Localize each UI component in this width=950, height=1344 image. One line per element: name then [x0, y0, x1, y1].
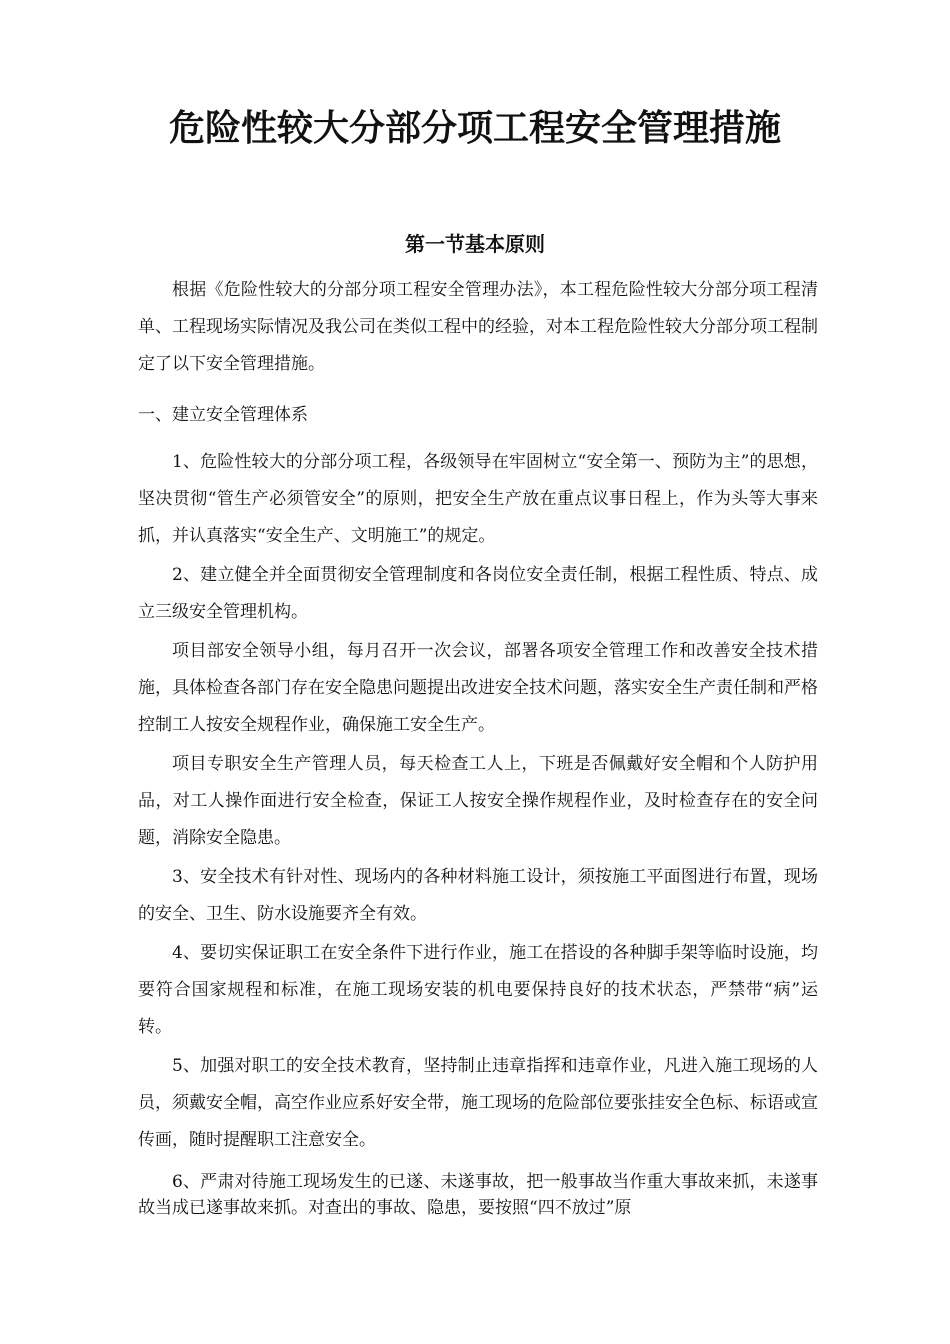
heading-safety-system: 一、建立安全管理体系	[138, 405, 308, 425]
paragraph-item-2a: 项目部安全领导小组，每月召开一次会议，部署各项安全管理工作和改善安全技术措施，具体检查各部门存在安全隐患问题提出改进安全技术问题，落实安全生产责任制和严格控制工人按安全规程作业，确保施工安全生产。	[138, 641, 818, 735]
paragraph-item-4: 4、要切实保证职工在安全条件下进行作业，施工在搭设的各种脚手架等临时设施，均要符合国家规程和标准，在施工现场安装的机电要保持良好的技术状态，严禁带“病”运转。	[138, 943, 818, 1037]
document-body	[138, 272, 818, 1221]
paragraph-item-1: 1、危险性较大的分部分项工程，各级领导在牢固树立“安全第一、预防为主”的思想，坚决贯彻“管生产必须管安全”的原则，把安全生产放在重点议事日程上，作为头等大事来抓，并认真落实“安全生产、文明施工”的规定。	[138, 452, 818, 546]
paragraph-item-5: 5、加强对职工的安全技术教育，坚持制止违章指挥和违章作业，凡进入施工现场的人员，须戴安全帽，高空作业应系好安全带，施工现场的危险部位要张挂安全色标、标语或宣传画，随时提醒职工注意安全。	[138, 1056, 818, 1150]
section-title: 第一节基本原则	[405, 232, 545, 256]
paragraph-intro: 根据《危险性较大的分部分项工程安全管理办法》，本工程危险性较大分部分项工程清单、工程现场实际情况及我公司在类似工程中的经验，对本工程危险性较大分部分项工程制定了以下安全管理措施。	[138, 280, 818, 374]
paragraph-item-3: 3、安全技术有针对性、现场内的各种材料施工设计，须按施工平面图进行布置，现场的安全、卫生、防水设施要齐全有效。	[138, 867, 818, 924]
document-title: 危险性较大分部分项工程安全管理措施	[168, 108, 781, 149]
paragraph-item-2b: 项目专职安全生产管理人员，每天检查工人上，下班是否佩戴好安全帽和个人防护用品，对工人操作面进行安全检查，保证工人按安全操作规程作业，及时检查存在的安全问题，消除安全隐患。	[138, 754, 818, 848]
paragraph-item-2: 2、建立健全并全面贯彻安全管理制度和各岗位安全责任制，根据工程性质、特点、成立三级安全管理机构。	[138, 565, 818, 622]
paragraph-item-6: 6、严肃对待施工现场发生的已遂、未遂事故，把一般事故当作重大事故来抓，未遂事故当成已遂事故来抓。对查出的事故、隐患，要按照“四不放过”原	[138, 1172, 818, 1218]
